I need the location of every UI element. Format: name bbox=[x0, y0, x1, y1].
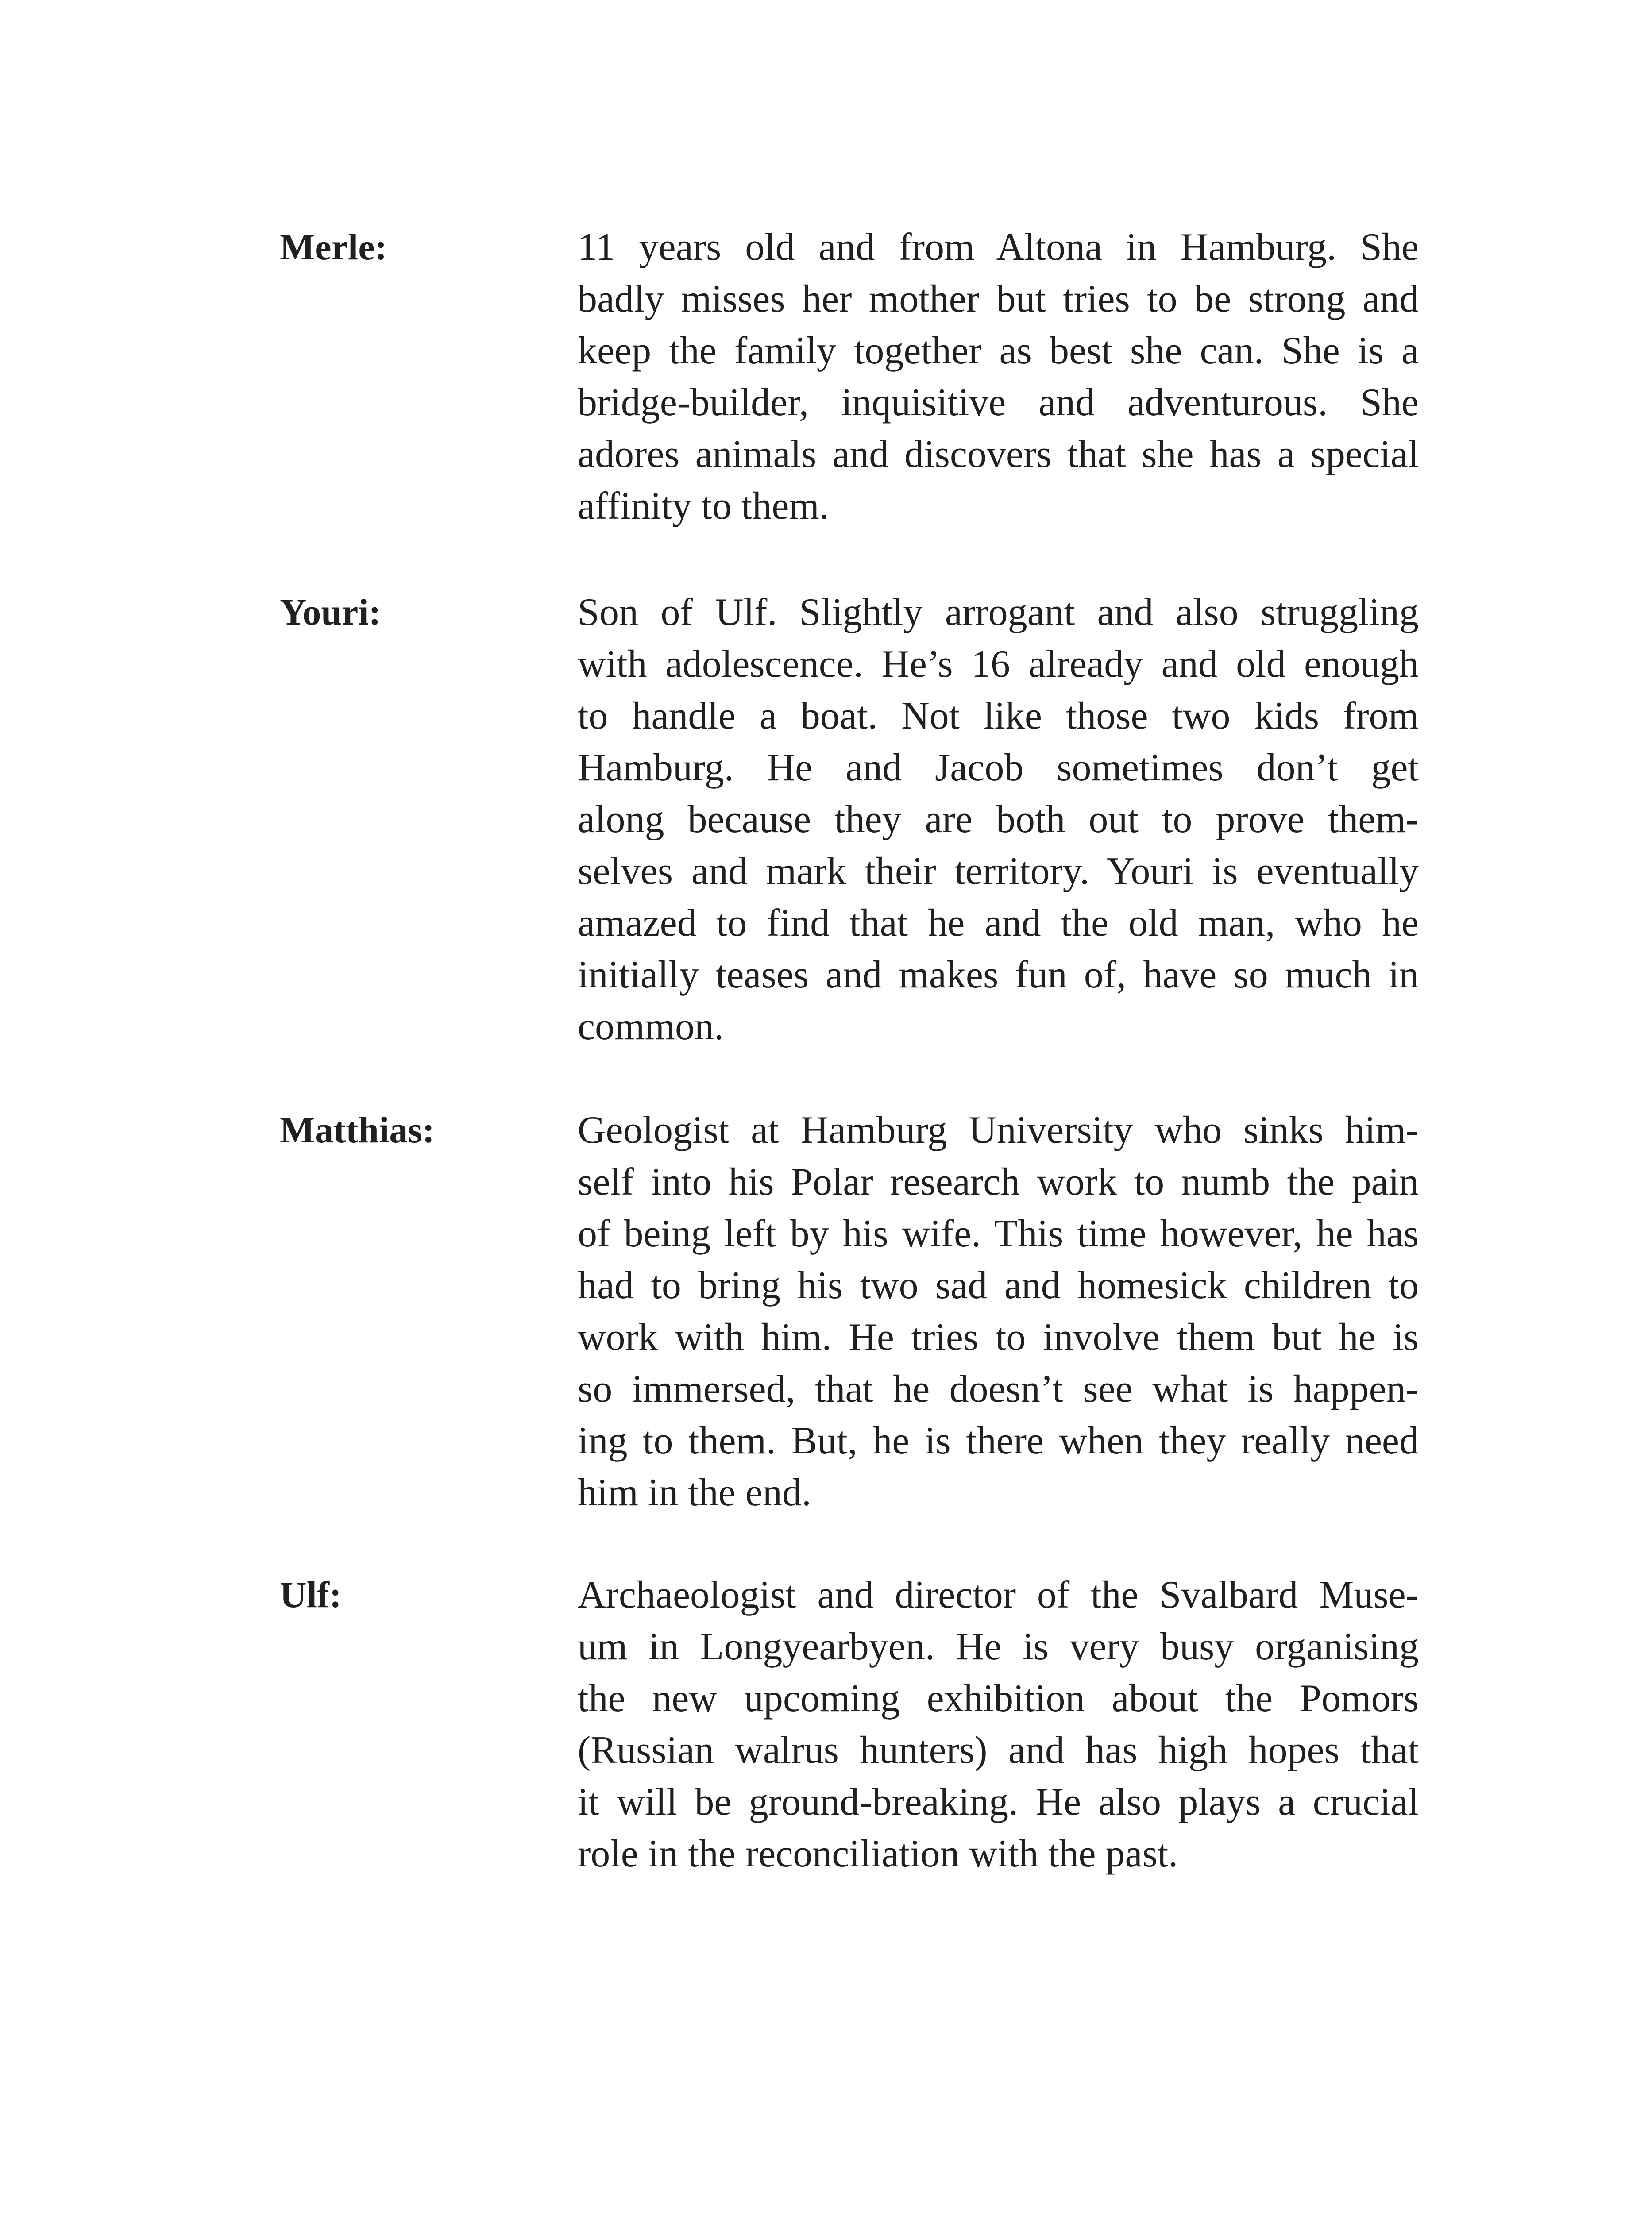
character-name: Ulf: bbox=[280, 1574, 342, 1615]
description-line: badly misses her mother but tries to be strong and bbox=[578, 278, 1419, 320]
description-line: of being left by his wife. This time however, he has bbox=[578, 1212, 1419, 1255]
description-line: self into his Polar research work to numb the pain bbox=[578, 1160, 1419, 1203]
character-name: Merle: bbox=[280, 227, 387, 268]
description-line: selves and mark their territory. Youri is eventually bbox=[578, 850, 1419, 893]
description-line: (Russian walrus hunters) and has high hopes that bbox=[578, 1729, 1419, 1772]
description-line: Son of Ulf. Slightly arrogant and also struggling bbox=[578, 591, 1419, 634]
character-description bbox=[578, 1104, 1419, 1519]
character-description bbox=[578, 221, 1419, 532]
description-line: ing to them. But, he is there when they really need bbox=[578, 1419, 1419, 1462]
description-line: Hamburg. He and Jacob sometimes don’t get bbox=[578, 746, 1419, 789]
description-line: him in the end. bbox=[578, 1471, 811, 1514]
description-line: along because they are both out to prove them- bbox=[578, 798, 1419, 841]
description-line: had to bring his two sad and homesick children to bbox=[578, 1264, 1419, 1307]
description-line: Geologist at Hamburg University who sinks him- bbox=[578, 1109, 1419, 1152]
character-description bbox=[578, 586, 1419, 1053]
description-line: it will be ground-breaking. He also plays a crucial bbox=[578, 1781, 1419, 1824]
description-line: amazed to find that he and the old man, who he bbox=[578, 902, 1419, 945]
description-line: the new upcoming exhibition about the Pomors bbox=[578, 1677, 1419, 1720]
description-line: common. bbox=[578, 1005, 724, 1048]
description-line: bridge-builder, inquisitive and adventurous. She bbox=[578, 381, 1419, 424]
description-line: adores animals and discovers that she has a special bbox=[578, 433, 1419, 476]
description-line: initially teases and makes fun of, have so much in bbox=[578, 953, 1419, 996]
description-line: to handle a boat. Not like those two kids from bbox=[578, 694, 1419, 737]
description-line: with adolescence. He’s 16 already and old enough bbox=[578, 643, 1419, 686]
description-line: keep the family together as best she can. She is a bbox=[578, 329, 1419, 372]
character-description bbox=[578, 1569, 1419, 1880]
description-line: 11 years old and from Altona in Hamburg. She bbox=[578, 226, 1419, 269]
description-line: work with him. He tries to involve them but he is bbox=[578, 1316, 1419, 1359]
description-line: Archaeologist and director of the Svalbard Muse- bbox=[578, 1573, 1419, 1616]
description-line: um in Longyearbyen. He is very busy organising bbox=[578, 1625, 1419, 1668]
description-line: so immersed, that he doesn’t see what is happen- bbox=[578, 1368, 1419, 1411]
character-name: Youri: bbox=[280, 592, 381, 633]
description-line: role in the reconciliation with the past. bbox=[578, 1832, 1178, 1875]
character-name: Matthias: bbox=[280, 1110, 435, 1151]
description-line: affinity to them. bbox=[578, 485, 829, 528]
